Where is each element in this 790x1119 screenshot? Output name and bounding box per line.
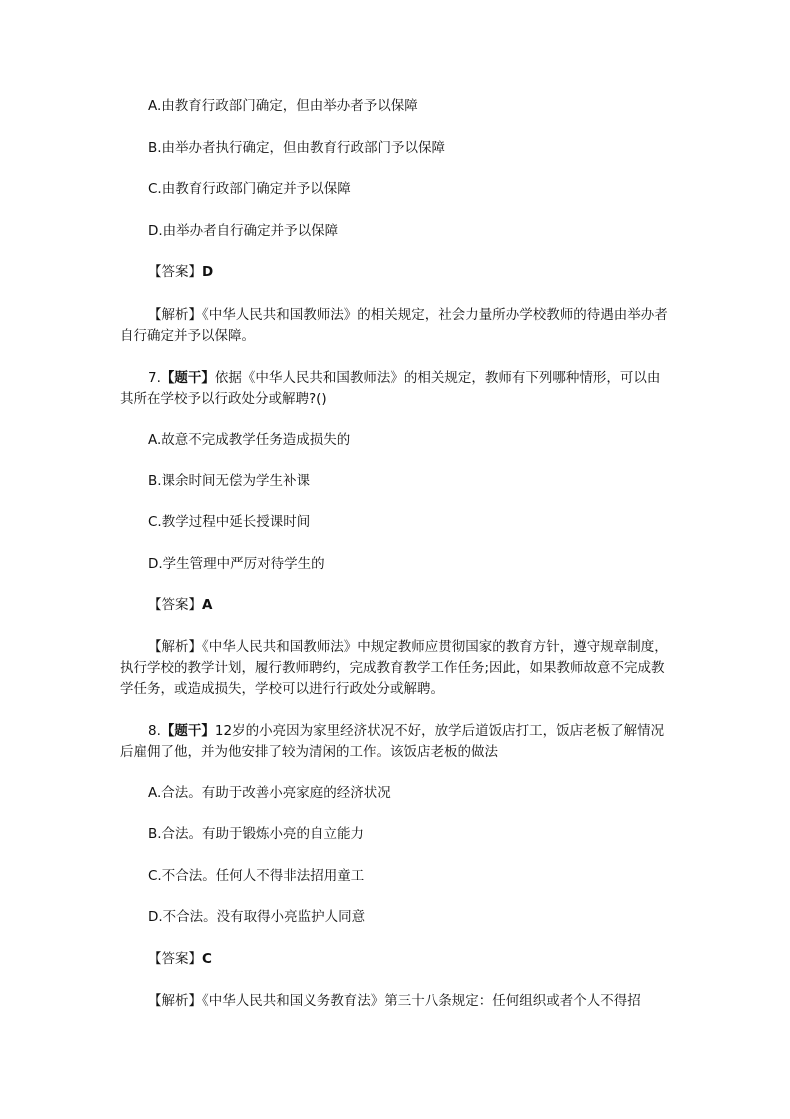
q7-option-d: D.学生管理中严厉对待学生的 — [148, 556, 325, 572]
q7-analysis — [120, 637, 670, 700]
q6-analysis — [120, 305, 670, 347]
q6-option-b: B.由举办者执行确定，但由教育行政部门予以保障 — [148, 140, 446, 156]
q8-option-d: D.不合法。没有取得小亮监护人同意 — [148, 909, 366, 925]
q8-answer-value: C — [202, 951, 212, 967]
q8-answer — [148, 949, 212, 970]
q8-option-a: A.合法。有助于改善小亮家庭的经济状况 — [148, 785, 391, 801]
q7-answer-label: 【答案】 — [148, 597, 202, 613]
q7-analysis-label: 【解析】 — [148, 639, 202, 655]
q8-stem-text: 12岁的小亮因为家里经济状况不好，放学后道饭店打工，饭店老板了解情况后雇佣了他，并为他安排了较为清闲的工作。该饭店老板的做法 — [120, 723, 665, 760]
q7-answer-value: A — [202, 597, 213, 613]
q6-option-c: C.由教育行政部门确定并予以保障 — [148, 181, 351, 197]
q8-answer-label: 【答案】 — [148, 951, 202, 967]
q6-answer-label: 【答案】 — [148, 264, 202, 280]
q7-option-b: B.课余时间无偿为学生补课 — [148, 473, 311, 489]
q8-analysis-label: 【解析】 — [148, 993, 202, 1009]
q6-option-a: A.由教育行政部门确定，但由举办者予以保障 — [148, 98, 418, 114]
q8-stem — [120, 721, 670, 763]
q7-answer — [148, 595, 212, 616]
q8-analysis-text: 《中华人民共和国义务教育法》第三十八条规定：任何组织或者个人不得招 — [202, 993, 641, 1009]
q6-option-d: D.由举办者自行确定并予以保障 — [148, 223, 339, 239]
q7-stem — [120, 368, 670, 410]
q7-stem-text: 依据《中华人民共和国教师法》的相关规定，教师有下列哪种情形，可以由其所在学校予以行政处分或解聘?() — [120, 370, 661, 407]
q6-answer — [148, 262, 213, 283]
q7-analysis-text: 《中华人民共和国教师法》中规定教师应贯彻国家的教育方针，遵守规章制度，执行学校的教学计划，履行教师聘约，完成教育教学工作任务;因此，如果教师故意不完成教学任务，或造成损失，学校可以进行行政处分或解聘。 — [120, 639, 668, 697]
q8-option-b: B.合法。有助于锻炼小亮的自立能力 — [148, 826, 365, 842]
q6-analysis-label: 【解析】 — [148, 307, 202, 323]
q8-analysis — [120, 991, 670, 1012]
q7-option-c: C.教学过程中延长授课时间 — [148, 514, 311, 530]
q7-stem-label: 【题干】 — [160, 370, 215, 386]
q7-option-a: A.故意不完成教学任务造成损失的 — [148, 432, 351, 448]
q8-number: 8. — [148, 723, 161, 739]
q6-analysis-text: 《中华人民共和国教师法》的相关规定，社会力量所办学校教师的待遇由举办者自行确定并予以保障。 — [120, 307, 668, 344]
q8-option-c: C.不合法。任何人不得非法招用童工 — [148, 868, 365, 884]
q7-number: 7. — [148, 370, 161, 386]
q6-answer-value: D — [202, 264, 214, 280]
q8-stem-label: 【题干】 — [160, 723, 215, 739]
